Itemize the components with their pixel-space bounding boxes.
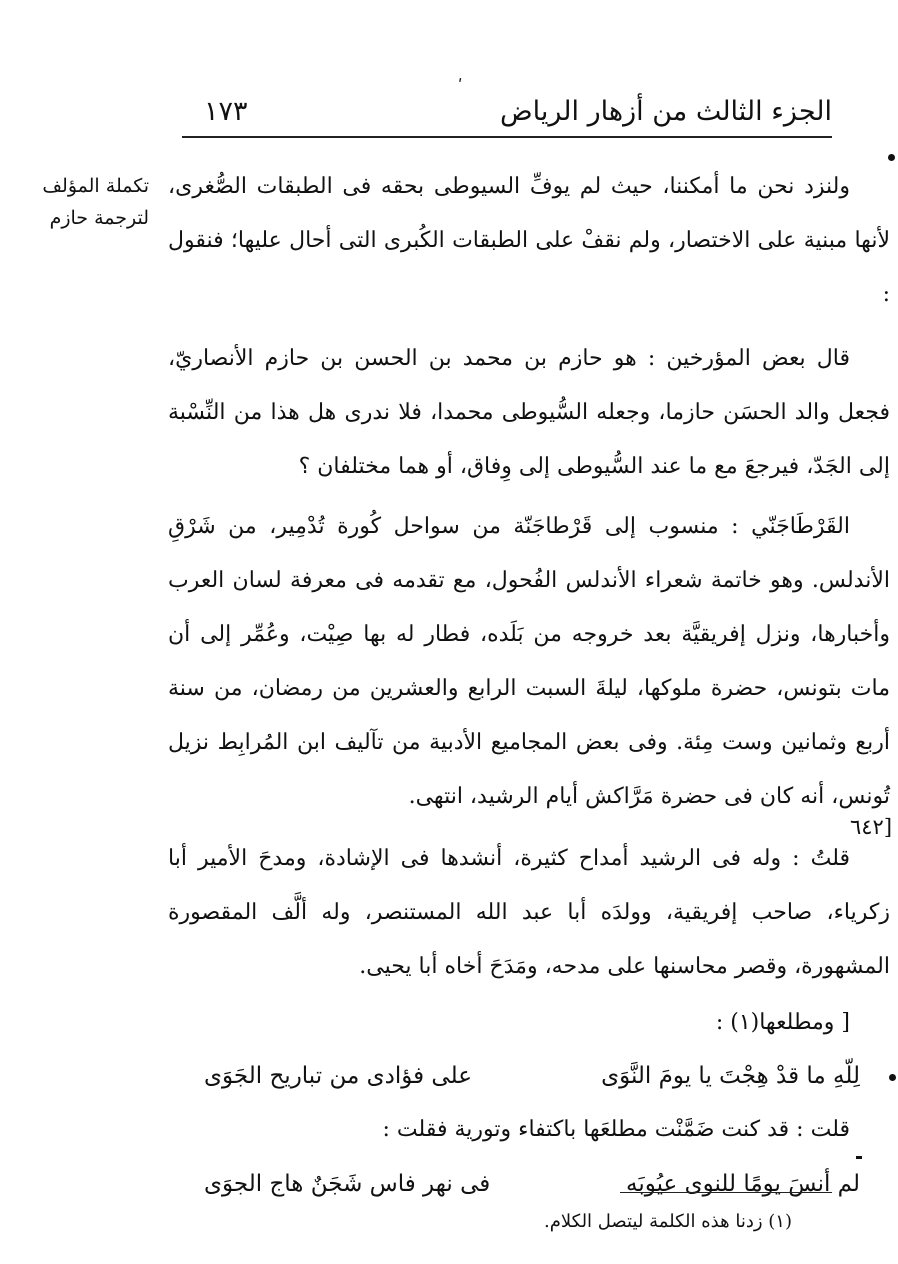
verse-hemistich: فى نهر فاس شَجَنٌ هاج الجوَى [204, 1171, 491, 1197]
main-text [168, 160, 890, 1212]
verse-hemistich: لم أنسَ يومًا للنوى عيُوبَه [625, 1171, 860, 1197]
header-mark: ʹ [458, 76, 463, 95]
poem-intro: [ ومطلعها(١) : [715, 1010, 850, 1035]
header-rule [182, 136, 832, 138]
footnote-rule [620, 1192, 832, 1193]
verse-hemistich: على فؤادى من تباريح الجَوَى [204, 1063, 472, 1089]
paragraph: قلتُ : وله فى الرشيد أمداح كثيرة، أنشدها فى الإشادة، ومدحَ الأمير أبا زكرياء، صاحب إفريقية، وولدَه أبا عبد الله المستنصر، وله ألَّف المقصورة المشهورة، وقصر محاسنها على مدحه، ومَدَحَ أخاه أبا يحيى. [168, 846, 890, 979]
paragraph: قال بعض المؤرخين : هو حازم بن محمد بن الحسن بن حازم الأنصاريّ، فجعل والد الحسَن حازما، وجعله السُّيوطى محمدا، فلا ندرى هل هذا من النِّسْبة إلى الجَدّ، فيرجعَ مع ما عند السُّيوطى إلى وِفاق، أو هما مختلفان ؟ [168, 346, 890, 479]
margin-page-number: [٦٤٢ [849, 815, 893, 839]
margin-note [14, 170, 149, 234]
verse-line [180, 1048, 880, 1104]
footnote: (١) زدنا هذه الكلمة ليتصل الكلام. [544, 1211, 792, 1232]
paragraph: ولنزد نحن ما أمكننا، حيث لم يوفِّ السيوطى بحقه فى الطبقات الصُّغرى، لأنها مبنية على الاختصار، ولم نقفْ على الطبقات الكُبرى التى أحال عليها؛ فنقول : [168, 174, 890, 307]
running-header [182, 92, 832, 132]
header-title: الجزء الثالث من أزهار الرياض [500, 96, 832, 127]
author-note: قلت : قد كنت ضَمَّنْت مطلعَها باكتفاء وتورية فقلت : [382, 1117, 850, 1142]
page-number: ١٧٣ [204, 96, 248, 127]
paragraph: القَرْطَاجَنّي : منسوب إلى قَرْطاجَنّة من سواحل كُورة تُدْمِير، من شَرْقِ الأندلس. وهو خاتمة شعراء الأندلس الفُحول، مع تقدمه فى معرفة لسان العرب وأخبارها، ونزل إفريقيَّة بعد خروجه من بَلَده، فطار له بها صِيْت، وعُمِّر إلى أن مات بتونس، حضرة ملوكها، ليلةَ السبت الرابع والعشرين من رمضان، من سنة أربع وثمانين وست مِئة. وفى بعض المجاميع الأدبية من تآليف ابن المُرابِط نزيل تُونس، أنه كان فى حضرة مَرَّاكش أيام الرشيد، انتهى. [168, 514, 890, 809]
margin-note-line: تكملة المؤلف [42, 175, 149, 197]
margin-note-line: لترجمة حازم [49, 207, 149, 229]
margin-dot [889, 1074, 896, 1081]
verse-hemistich: لِلّهِ ما قدْ هِجْتَ يا يومَ النَّوَى [601, 1063, 860, 1089]
